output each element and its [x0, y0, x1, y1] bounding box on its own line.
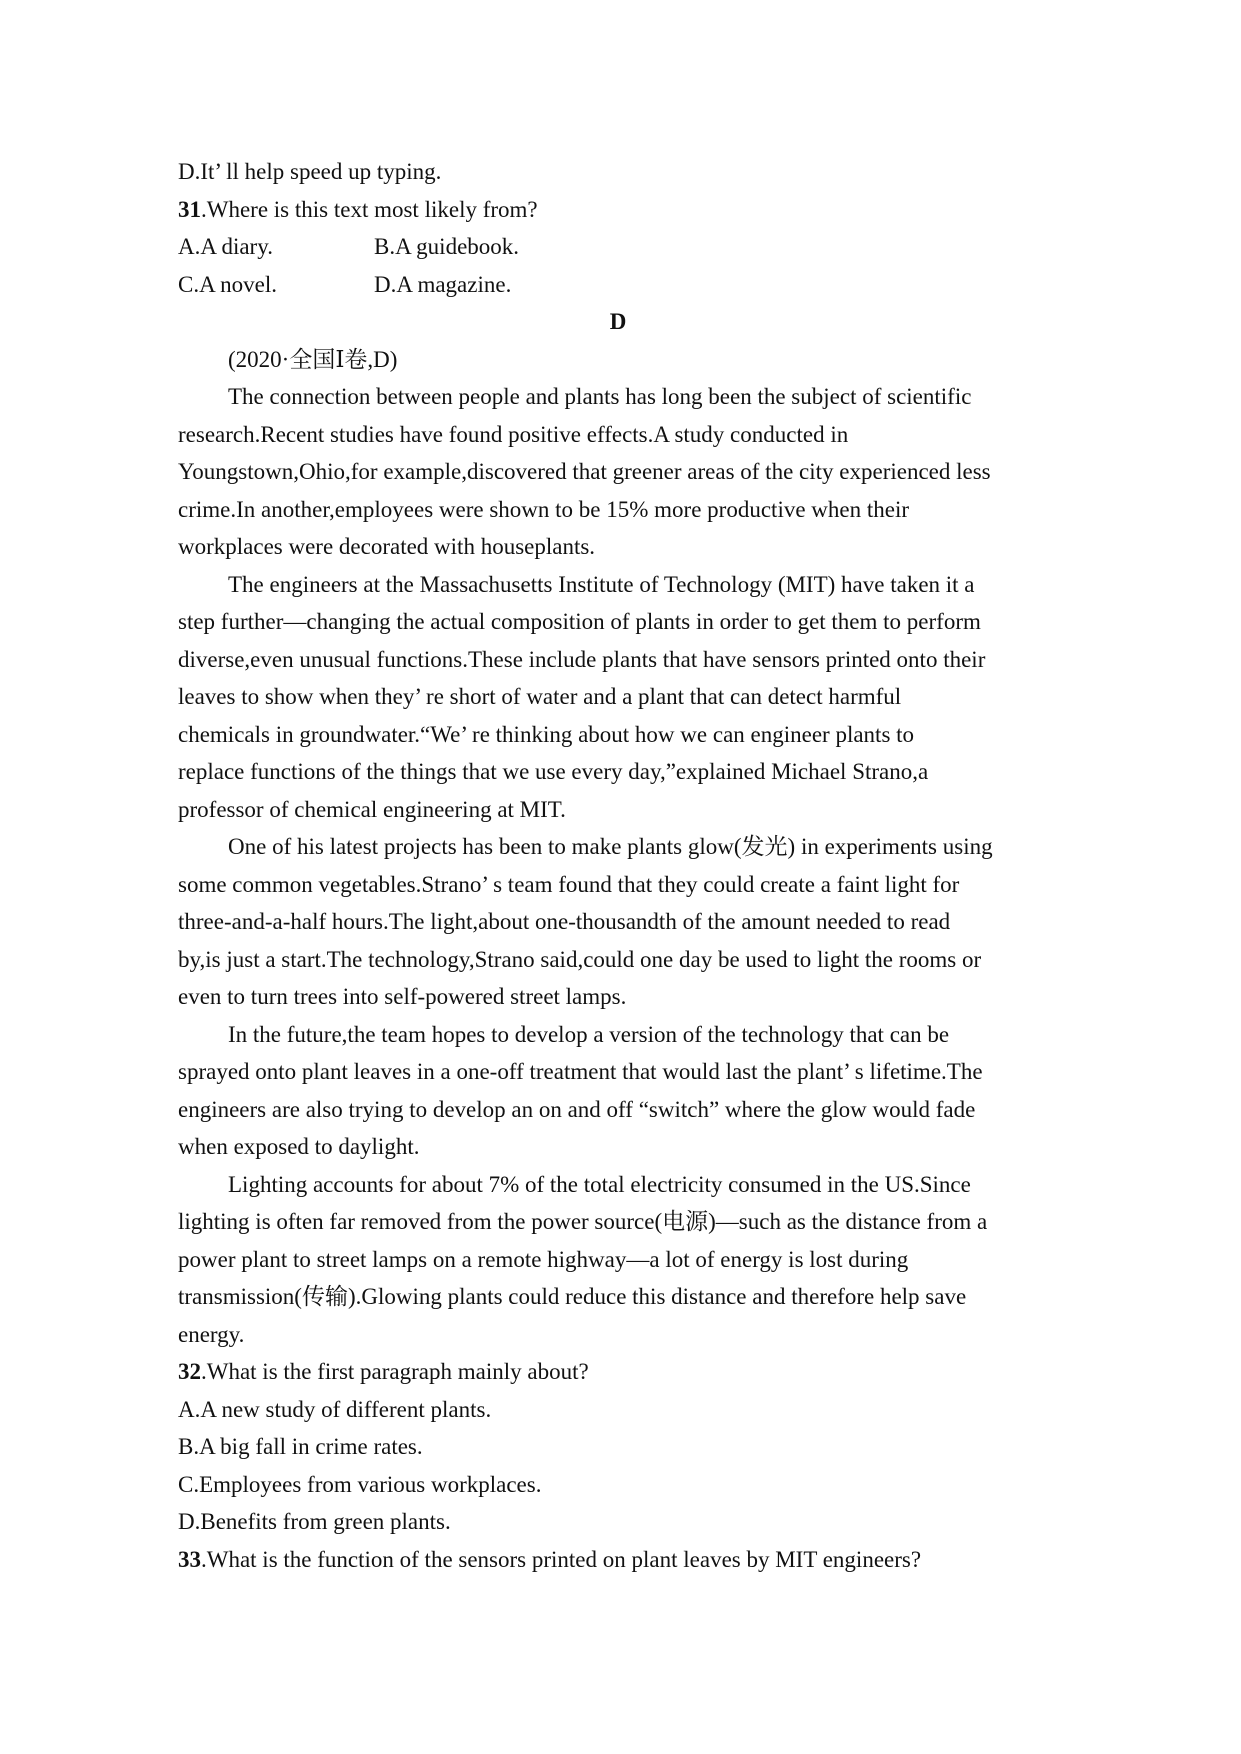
- section-letter: D: [609, 309, 627, 334]
- q32-stem: .What is the first paragraph mainly about?: [201, 1359, 589, 1384]
- paragraph-line: chemicals in groundwater.“We’ re thinking about how we can engineer plants to: [178, 721, 915, 747]
- paragraph-line: step further—changing the actual composition of plants in order to get them to perform: [178, 609, 981, 634]
- paragraph-line: In the future,the team hopes to develop a version of the technology that can be: [228, 1021, 950, 1047]
- paragraph-line: sprayed onto plant leaves in a one-off treatment that would last the plant’ s lifetime.The: [178, 1059, 983, 1084]
- q31-option-c: C.A novel.: [178, 271, 278, 297]
- q33-stem: .What is the function of the sensors printed on plant leaves by MIT engineers?: [201, 1546, 922, 1572]
- paragraph-line: lighting is often far removed from the power source(电源)—such as the distance from a: [178, 1209, 988, 1234]
- paragraph-line: One of his latest projects has been to make plants glow(发光) in experiments using: [228, 834, 993, 859]
- q32-option-b: B.A big fall in crime rates.: [178, 1434, 423, 1459]
- passage-paragraph-4: [178, 1016, 1078, 1166]
- paragraph-line: by,is just a start.The technology,Strano said,could one day be used to light the rooms or: [178, 946, 982, 972]
- q32-question: [178, 1353, 1078, 1391]
- paragraph-line: The connection between people and plants has long been the subject of scientific: [228, 384, 972, 409]
- paragraph-line: engineers are also trying to develop an on and off “switch” where the glow would fade: [178, 1096, 976, 1122]
- paragraph-line: when exposed to daylight.: [178, 1134, 420, 1159]
- paragraph-line: Lighting accounts for about 7% of the total electricity consumed in the US.Since: [228, 1171, 971, 1197]
- paragraph-line: professor of chemical engineering at MIT.: [178, 796, 566, 822]
- q31-option-b: B.A guidebook.: [374, 234, 520, 259]
- paragraph-line: energy.: [178, 1321, 245, 1347]
- paragraph-line: leaves to show when they’ re short of water and a plant that can detect harmful: [178, 684, 902, 709]
- q31-stem: .Where is this text most likely from?: [201, 196, 538, 222]
- paragraph-line: some common vegetables.Strano’ s team found that they could create a faint light for: [178, 871, 960, 897]
- paragraph-line: even to turn trees into self-powered street lamps.: [178, 984, 627, 1009]
- paragraph-line: transmission(传输).Glowing plants could reduce this distance and therefore help save: [178, 1284, 967, 1309]
- q31-options-row-1: [178, 228, 1078, 266]
- passage-paragraph-3: [178, 828, 1078, 1016]
- passage-paragraph-1: [178, 378, 1078, 566]
- q31-question: [178, 191, 1078, 229]
- exam-page: [178, 153, 1078, 1578]
- q31-option-d: D.A magazine.: [374, 271, 512, 297]
- q32-option-a: A.A new study of different plants.: [178, 1396, 492, 1422]
- passage-paragraph-2: [178, 566, 1078, 829]
- paragraph-line: power plant to street lamps on a remote highway—a lot of energy is lost during: [178, 1246, 909, 1272]
- passage: [178, 378, 1078, 1353]
- q33-question: [178, 1541, 1078, 1579]
- q31-option-a: A.A diary.: [178, 234, 273, 259]
- q31-options-row-2: [178, 266, 1078, 304]
- q32-option-d: D.Benefits from green plants.: [178, 1509, 451, 1534]
- section-source: (2020·全国Ⅰ卷,D): [228, 346, 398, 372]
- q30-option-d: D.It’ ll help speed up typing.: [178, 159, 442, 184]
- q32-number: 32: [178, 1359, 201, 1384]
- paragraph-line: research.Recent studies have found positive effects.A study conducted in: [178, 421, 849, 447]
- paragraph-line: crime.In another,employees were shown to be 15% more productive when their: [178, 496, 910, 522]
- passage-paragraph-5: [178, 1166, 1078, 1354]
- paragraph-line: replace functions of the things that we use every day,”explained Michael Strano,a: [178, 759, 929, 784]
- q32-option-c: C.Employees from various workplaces.: [178, 1471, 542, 1497]
- paragraph-line: The engineers at the Massachusetts Institute of Technology (MIT) have taken it a: [228, 571, 975, 597]
- paragraph-line: Youngstown,Ohio,for example,discovered that greener areas of the city experienced less: [178, 459, 991, 484]
- q31-number: 31: [178, 196, 201, 222]
- q33-number: 33: [178, 1546, 201, 1572]
- paragraph-line: workplaces were decorated with houseplants.: [178, 534, 596, 559]
- paragraph-line: three-and-a-half hours.The light,about one-thousandth of the amount needed to read: [178, 909, 951, 934]
- paragraph-line: diverse,even unusual functions.These include plants that have sensors printed onto their: [178, 646, 986, 672]
